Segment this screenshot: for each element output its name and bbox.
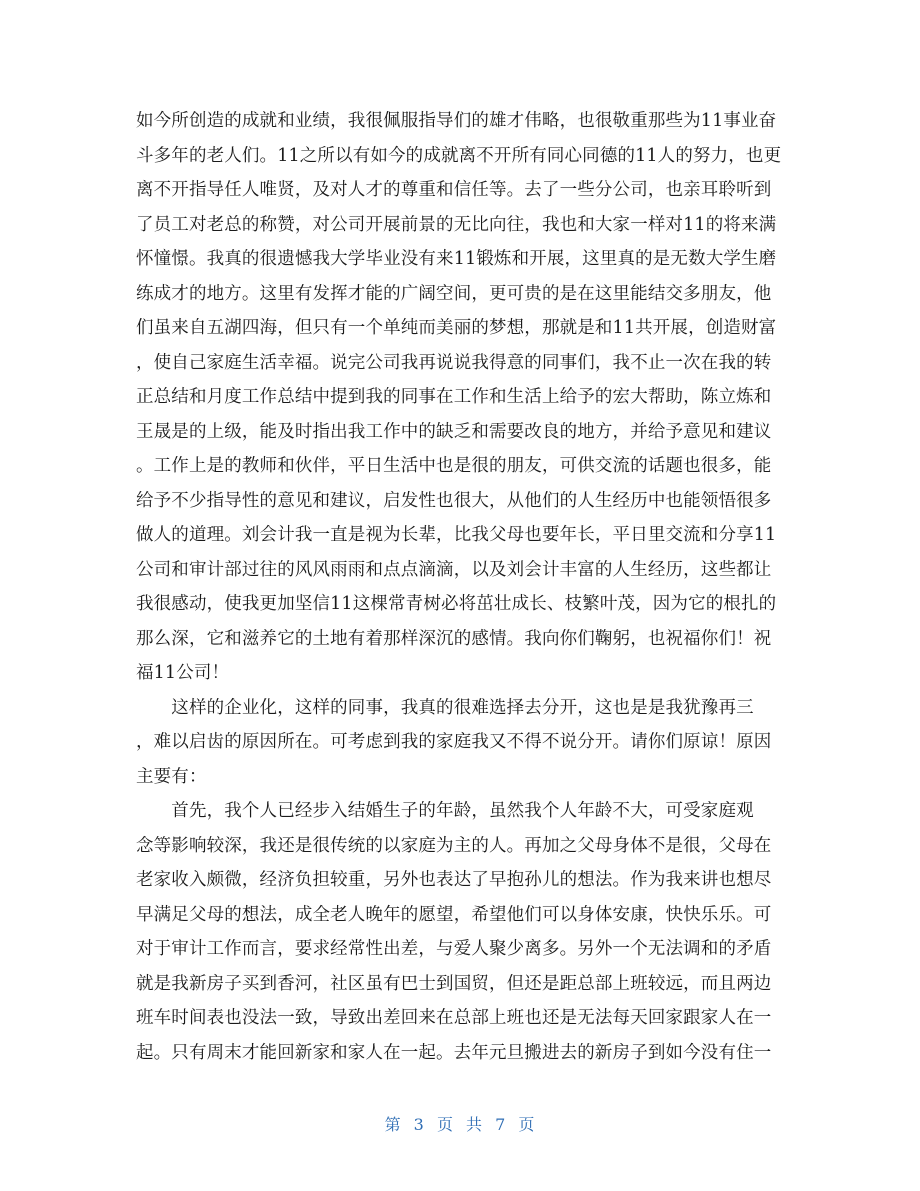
text-line: 给予不少指导性的意见和建议，启发性也很大，从他们的人生经历中也能领悟很多 xyxy=(136,490,772,511)
text-line: ，难以启齿的原因所在。可考虑到我的家庭我又不得不说分开。请你们原谅！原因 xyxy=(136,732,772,752)
text-line: 班车时间表也没法一致，导致出差回来在总部上班也还是无法每天回家跟家人在一 xyxy=(136,1008,772,1028)
body-text xyxy=(136,104,796,1070)
text-line: 公司和审计部过往的风风雨雨和点点滴滴，以及刘会计丰富的人生经历，这些都让 xyxy=(136,559,772,580)
text-line: 们虽来自五湖四海，但只有一个单纯而美丽的梦想，那就是和11共开展，创造财富 xyxy=(136,318,777,338)
text-line: 念等影响较深，我还是很传统的以家庭为主的人。再加之父母身体不是很，父母在 xyxy=(136,835,772,856)
text-line: 正总结和月度工作总结中提到我的同事在工作和生活上给予的宏大帮助，陈立炼和 xyxy=(136,387,772,407)
text-line: 起。只有周末才能回新家和家人在一起。去年元旦搬进去的新房子到如今没有住一 xyxy=(136,1042,772,1063)
text-line: 早满足父母的想法，成全老人晚年的愿望，希望他们可以身体安康，快快乐乐。可 xyxy=(136,904,772,925)
text-line: 老家收入颇微，经济负担较重，另外也表达了早抱孙儿的想法。作为我来讲也想尽 xyxy=(136,870,772,890)
text-line: 我很感动，使我更加坚信11这棵常青树必将茁壮成长、枝繁叶茂，因为它的根扎的 xyxy=(136,594,777,614)
text-line: 王晟是的上级，能及时指出我工作中的缺乏和需要改良的地方，并给予意见和建议 xyxy=(136,421,772,442)
paragraph-start-line: 这样的企业化，这样的同事，我真的很难选择去分开，这也是是我犹豫再三 xyxy=(136,697,754,718)
text-line: 。工作上是的教师和伙伴，平日生活中也是很的朋友，可供交流的话题也很多，能 xyxy=(136,456,772,476)
text-line: 练成才的地方。这里有发挥才能的广阔空间，更可贵的是在这里能结交多朋友，他 xyxy=(136,283,772,304)
text-line: ，使自己家庭生活幸福。说完公司我再说说我得意的同事们，我不止一次在我的转 xyxy=(136,352,772,373)
text-line: 福11公司！ xyxy=(136,663,230,683)
text-line: 就是我新房子买到香河，社区虽有巴士到国贸，但还是距总部上班较远，而且两边 xyxy=(136,973,772,994)
text-line: 离不开指导任人唯贤，及对人才的尊重和信任等。去了一些分公司，也亲耳聆听到 xyxy=(136,180,772,200)
text-line: 对于审计工作而言，要求经常性出差，与爱人聚少离多。另外一个无法调和的矛盾 xyxy=(136,939,772,959)
text-line: 那么深，它和滋养它的土地有着那样深沉的感情。我向你们鞠躬，也祝福你们！祝 xyxy=(136,628,772,649)
page-number-footer: 第 3 页 共 7 页 xyxy=(384,1115,536,1134)
text-line: 怀憧憬。我真的很遗憾我大学毕业没有来11锻炼和开展，这里真的是无数大学生磨 xyxy=(136,249,777,269)
text-line: 如今所创造的成就和业绩，我很佩服指导们的雄才伟略，也很敬重那些为11事业奋 xyxy=(136,111,777,131)
paragraph-start-line: 首先，我个人已经步入结婚生子的年龄，虽然我个人年龄不大，可受家庭观 xyxy=(136,801,754,821)
text-line: 做人的道理。刘会计我一直是视为长辈，比我父母也要年长，平日里交流和分享11 xyxy=(136,525,777,545)
text-line: 了员工对老总的称赞，对公司开展前景的无比向往，我也和大家一样对11的将来满 xyxy=(136,214,777,235)
text-line: 主要有： xyxy=(136,766,207,787)
text-line: 斗多年的老人们。11之所以有如今的成就离不开所有同心同德的11人的努力，也更 xyxy=(136,145,782,166)
